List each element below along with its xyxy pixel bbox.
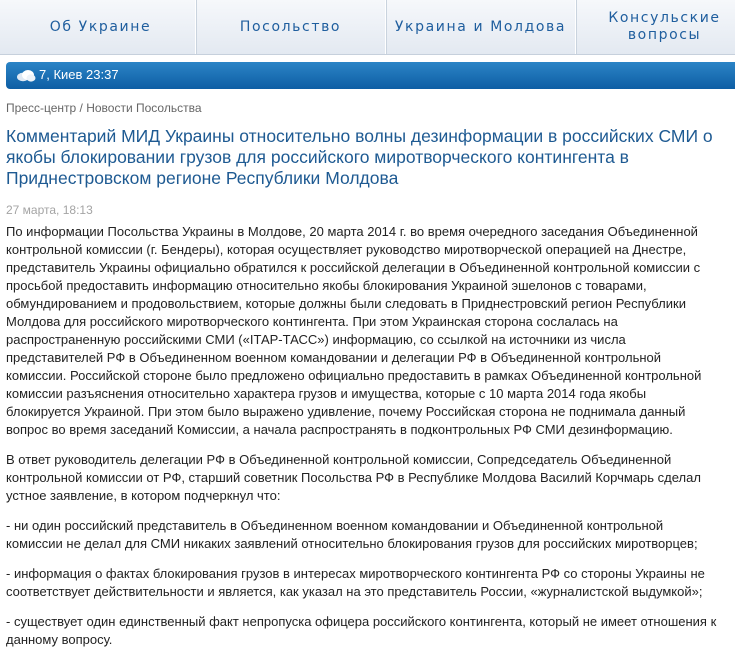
nav-item-label: Об Украине	[49, 18, 152, 35]
nav-item-consular-issues[interactable]	[576, 0, 735, 54]
nav-item-label: Консульские вопросы	[608, 10, 721, 43]
breadcrumb-separator: /	[76, 101, 87, 115]
article-paragraph: - существует один единственный факт непропуска офицера российского контингента, который не имеет отношения к данному вопросу.	[6, 614, 717, 647]
article-paragraph: В ответ руководитель делегации РФ в Объединенной контрольной комиссии, Сопредседатель Объединенной контрольной комиссии от РФ, старший советник Посольства РФ в Республике Молдова Василий Корчмарь сделал устное заявление, в котором подчеркнул что:	[6, 452, 701, 503]
breadcrumb-link-embassy-news[interactable]: Новости Посольства	[86, 101, 202, 115]
weather-text: 7, Киев 23:37	[39, 67, 119, 82]
cloud-icon	[16, 68, 36, 82]
nav-item-embassy[interactable]	[196, 0, 386, 54]
breadcrumb-link-press-center[interactable]: Пресс-центр	[6, 101, 77, 115]
article-paragraph: - ни один российский представитель в Объединенном военном командовании и Объединенной контрольной комиссии не делал для СМИ никаких заявлений относительно блокирования грузов для российских миротворцев;	[6, 518, 698, 551]
nav-item-label: Посольство	[239, 18, 342, 35]
article-title: Комментарий МИД Украины относительно волны дезинформации в российских СМИ о якобы блокировании грузов для российского миротворческого контингента в Приднестровском регионе Республики Молдова	[6, 126, 713, 188]
top-navigation	[0, 0, 735, 55]
nav-item-ukraine-moldova[interactable]	[386, 0, 576, 54]
article-paragraph: По информации Посольства Украины в Молдове, 20 марта 2014 г. во время очередного заседания Объединенной контрольной комиссии (г. Бендеры), которая осуществляет руководство миротворческой операцией на Днестре, представитель Украины официально обратился к российской делегации в Объединенной контрольной комиссии с просьбой предоставить информацию относительно якобы блокирования Украиной эшелонов с товарами, обмундированием и продовольствием, которые должны были следовать в Приднестровский регион Республики Молдова для российского миротворческого контингента. При этом Украинская сторона сослалась на распространенную российскими СМИ («ІТАР-ТАСС») информацию, со ссылкой на источники из числа представителей РФ в Объединенном военном командовании и делегации РФ в Объединенной контрольной комиссии. Российской стороне было предложено официально предоставить в рамках Объединенной контрольной комиссии разъяснения относительно характера грузов и имущества, которые с 10 марта 2014 года якобы блокируется Украиной. При этом было выражено удивление, почему Российская сторона не поднимала данный вопрос во время заседаний Комиссии, а начала распространять в подконтрольных РФ СМИ дезинформацию.	[6, 224, 702, 437]
article-paragraph: - информация о фактах блокирования грузов в интересах миротворческого контингента РФ со стороны Украины не соответствует действительности и является, как указал на это представитель России, «журналистской выдумкой»;	[6, 566, 705, 599]
nav-item-about-ukraine[interactable]	[6, 0, 196, 54]
article-body	[6, 223, 722, 661]
article-date: 27 марта, 18:13	[6, 203, 93, 217]
breadcrumb	[6, 101, 202, 115]
nav-item-label: Украина и Молдова	[394, 18, 567, 35]
weather-bar	[6, 62, 735, 89]
